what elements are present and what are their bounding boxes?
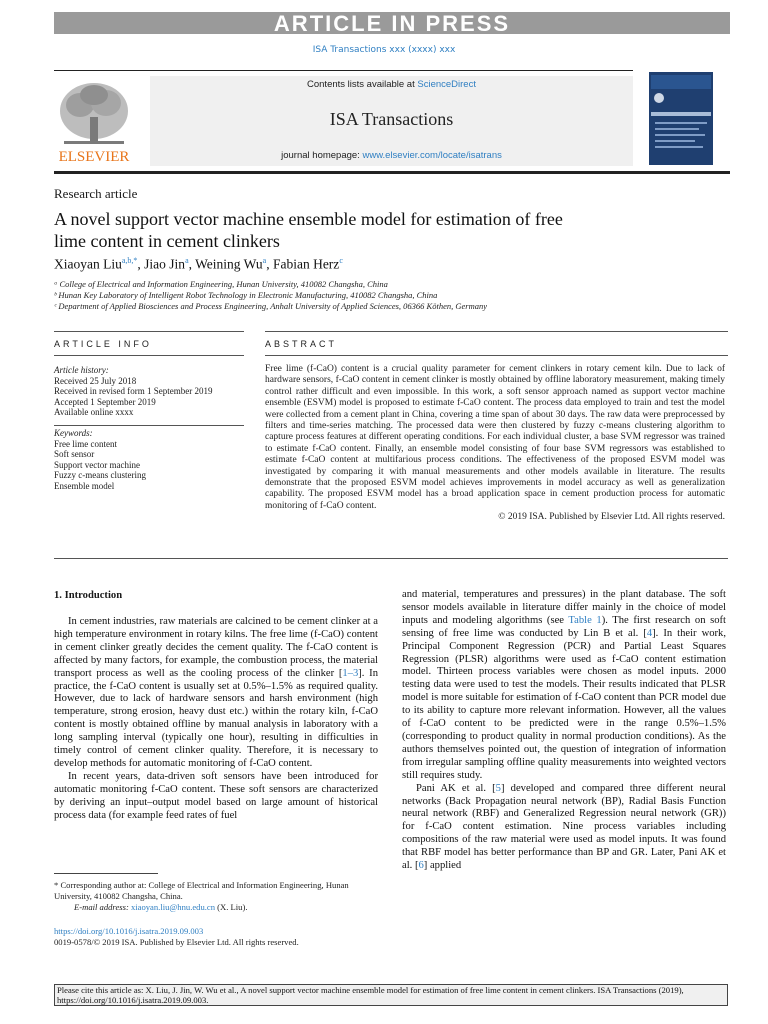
email-link[interactable]: xiaoyan.liu@hnu.edu.cn <box>130 901 216 912</box>
doi-block <box>54 926 384 948</box>
abstract-bottom-rule <box>54 558 728 559</box>
journal-reference[interactable]: ISA Transactions xxx (xxxx) xxx <box>312 45 456 55</box>
header-bottom-rule <box>54 171 730 174</box>
article-history <box>54 365 244 418</box>
contents-lists-line: Contents lists available at ScienceDirect <box>307 79 476 90</box>
article-info-heading: ARTICLE INFO <box>54 339 152 349</box>
keyword: Ensemble model <box>54 480 115 491</box>
corresponding-author-footnote: * Corresponding author at: College of Electrical and Information Engineering, Hunan University, 410082 Changsha, China. E-mail address: xiaoyan.liu@hnu.edu.cn (X. Liu). <box>54 880 349 912</box>
history-label: Article history: <box>54 365 109 375</box>
paragraph: In cement industries, raw materials are calcined to be cement clinker at a high temperature environment in rotary kilns. The free lime (f-CaO) content in cement clinker greatly decides the cement quality. The f-CaO content is affected by many factors, for example, the combustion process, the material transport process as well as the cooling process of the clinker [1–3]. In practice, the f-CaO content is usually set at 0.5%–1.5% as required quality. However, due to lack of hardware sensors and harsh environment (high temperature, strong erosion, heavy dust etc.) within the rotary kiln, f-CaO content is mostly obtained offline by manual analysis in laboratory with a long sampling interval (typically one hour), resulting in difficulties in timely control of cement clinker quality. Therefore, it is necessary to develop methods for automatic monitoring of f-CaO content. <box>54 616 378 769</box>
author-name: Xiaoyan Liu <box>54 256 122 272</box>
author-affil-marker[interactable]: a,b,* <box>121 256 138 265</box>
keywords-block <box>54 428 244 492</box>
citation-link[interactable]: 5 <box>495 782 501 794</box>
elsevier-wordmark: ELSEVIER <box>58 149 130 165</box>
issn-line: 0019-0578/© 2019 ISA. Published by Elsevier Ltd. All rights reserved. <box>54 937 299 947</box>
author-name: Jiao Jin <box>144 256 186 272</box>
body-right-column <box>402 589 726 873</box>
keyword: Soft sensor <box>54 449 95 460</box>
elsevier-tree-logo <box>54 77 134 165</box>
affiliation-c: ᶜ Department of Applied Biosciences and Process Engineering, Anhalt University of Applied Sciences, 06366 Köthen, Germany <box>54 301 487 311</box>
abstract-copyright: © 2019 ISA. Published by Elsevier Ltd. All rights reserved. <box>498 512 725 523</box>
history-item: Accepted 1 September 2019 <box>54 396 156 407</box>
journal-homepage-line: journal homepage: www.elsevier.com/locate/isatrans <box>281 150 502 161</box>
paragraph: and material, temperatures and pressures) in the plant database. The soft sensor models available in literature differ mainly in the choice of model inputs and modeling algorithms (see Table 1). The first research on soft sensing of free lime was conducted by Lin B et al. [4]. In their work, Principal Component Regression (PCR) and Partial Least Squares Regression (PLSR) algorithms were used as f-CaO content estimation model. Thirteen process variables were chosen as model inputs. 2000 testing data were used to test the models. Their results indicated that PLSR model is more suitable for estimation of f-CaO content than PCR model due to its ability to capture more relevant information. However, all the values of f-CaO content to be predicted were in the range 0.5%–1.5% (corresponding to product quality in normal production conditions). As the authors themselves pointed out, the question of integration of information from irregular sampling offline quality measurements into weighted vectors still requires study. <box>402 589 727 781</box>
history-item: Available online xxxx <box>54 407 134 418</box>
article-info-top-rule <box>54 331 244 332</box>
keyword: Support vector machine <box>54 459 140 470</box>
author-name: Weining Wu <box>195 256 263 272</box>
section-heading-introduction: 1. Introduction <box>54 590 123 601</box>
keyword: Free lime content <box>54 438 117 449</box>
article-title: A novel support vector machine ensemble model for estimation of free lime content in cement clinkers <box>54 209 563 251</box>
body-left-column <box>54 616 378 823</box>
paragraph: In recent years, data-driven soft sensors have been introduced for automatic monitoring f-CaO content. These soft sensors are characterized by deriving an input–output model based on large amount of historical process data (for example feed rates of fuel <box>54 770 378 821</box>
article-type: Research article <box>54 186 138 201</box>
author-list: Xiaoyan Liu$^{a,b,*}$, Jiao Jin$^a$, Weining Wu$^a$, Fabian Herz$^c$ <box>54 256 343 272</box>
citation-link[interactable]: 6 <box>418 860 424 872</box>
citation-link[interactable]: 1–3 <box>342 667 359 679</box>
journal-cover-thumbnail <box>649 72 713 165</box>
sciencedirect-link[interactable]: ScienceDirect <box>417 79 476 90</box>
homepage-link[interactable]: www.elsevier.com/locate/isatrans <box>362 150 502 161</box>
affiliation-a: ᵃ College of Electrical and Information Engineering, Hunan University, 410082 Changsha, China <box>54 279 388 289</box>
abstract-body <box>265 364 725 524</box>
keyword: Fuzzy c-means clustering <box>54 470 146 481</box>
header-top-rule <box>54 70 633 71</box>
history-item: Received 25 July 2018 <box>54 375 137 386</box>
citation-link[interactable]: 4 <box>646 627 653 639</box>
keywords-rule <box>54 425 244 426</box>
abstract-sub-rule <box>265 355 728 356</box>
doi-link[interactable]: https://doi.org/10.1016/j.isatra.2019.09.003 <box>54 926 204 936</box>
paragraph: Pani AK et al. [5] developed and compared three different neural networks (Back Propagation neural network (BP), Radial Basis Function neural network (RBF) and Generalized Regression neural network (GR)) for f-CaO content estimation. Nine process variables including compositions of the raw material were used as model inputs. It was found that RBF model has better performance than BP and GR. Later, Pani AK et al. [6] applied <box>402 782 726 872</box>
article-in-press-banner: ARTICLE IN PRESS <box>54 12 730 34</box>
keywords-label: Keywords: <box>54 428 93 438</box>
abstract-text: Free lime (f-CaO) content is a crucial quality parameter for cement clinkers in rotary cement kiln. Due to lack of hardware sensors, f-CaO content in cement clinker is mostly obtained by offline laboratory measurement, making timely control rather difficult and even impossible. In this work, a soft sensor approach named as support vector machine ensemble (ESVM) model is proposed to estimate f-CaO content. The process data employed to train and test the model were collected from a cement plant in China, covering a time span of about 30 days. The raw data were preprocessed by filters and time-series matching. The processed data were then clustered by fuzzy c-means clustering algorithm to capture process features at different operating conditions. For each individual cluster, a base SVM regressor was trained to estimate f-CaO content. Finally, an ensemble model consisting of four base SVM regressors was established to estimate f-CaO content at multifarious process conditions. The effectiveness of the proposed ESVM model was investigated by comparing it with manual measurements and other models available in literature. The results demonstrate that the proposed ESVM model achieves improvements in model accuracy as well as generalization capability. The proposed ESVM model has a broad application space in cement production process for automatic monitoring of f-CaO content. <box>265 364 725 511</box>
article-info-sub-rule <box>54 355 244 356</box>
history-item: Received in revised form 1 September 2019 <box>54 386 213 397</box>
author-affil-marker[interactable]: c <box>339 256 343 265</box>
author-affil-marker[interactable]: a <box>262 256 267 265</box>
abstract-heading: ABSTRACT <box>265 339 338 349</box>
footnote-rule <box>54 873 158 874</box>
author-affil-marker[interactable]: a <box>185 256 189 265</box>
abstract-top-rule <box>265 331 728 332</box>
journal-title: ISA Transactions <box>329 109 454 129</box>
author-name: Fabian Herz <box>272 256 340 272</box>
affiliation-b: ᵇ Hunan Key Laboratory of Intelligent Robot Technology in Electronic Manufacturing, 410082 Changsha, China <box>54 290 438 300</box>
citation-box: Please cite this article as: X. Liu, J. Jin, W. Wu et al., A novel support vector machine ensemble model for estimation of free lime content in cement clinkers. ISA Transactions (2019), https://doi.org/10.1016/j.isatra.2019.09.003. <box>54 984 728 1006</box>
table-link[interactable]: Table 1 <box>568 614 602 626</box>
